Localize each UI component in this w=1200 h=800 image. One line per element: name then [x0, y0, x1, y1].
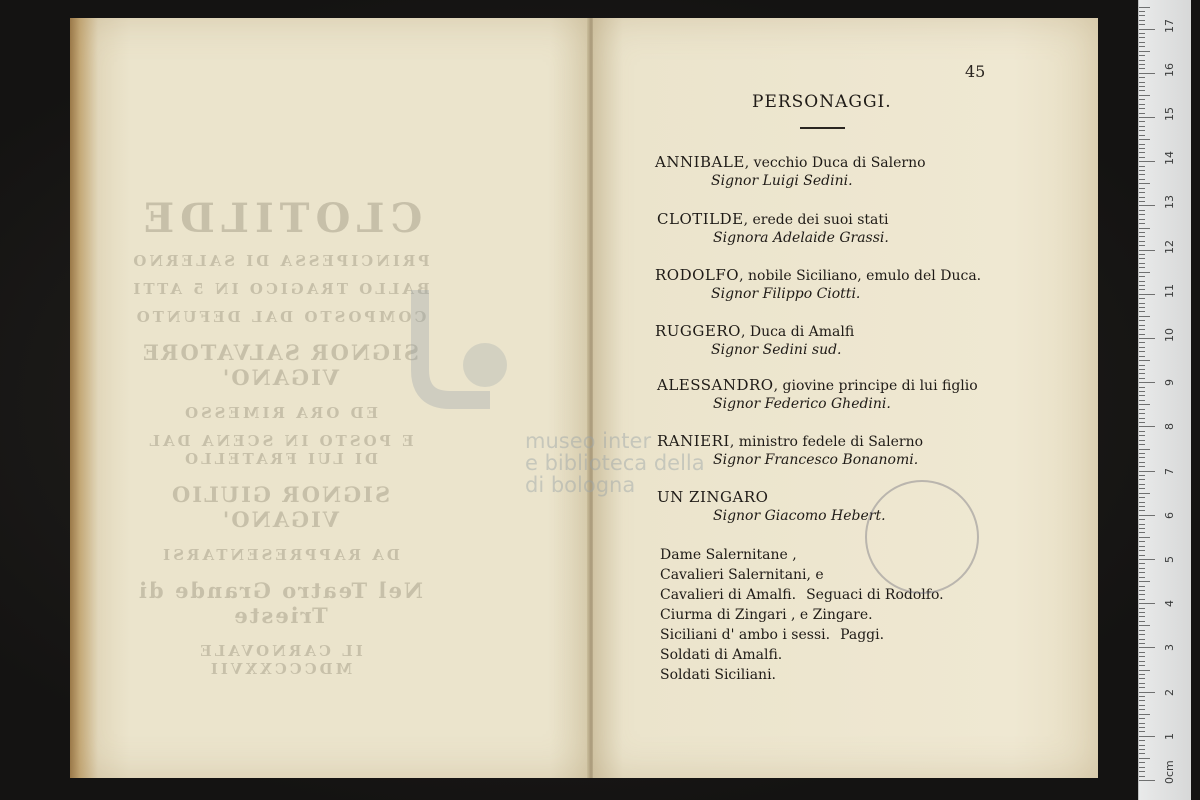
ruler-tick [1139, 457, 1145, 458]
ruler-tick [1139, 630, 1145, 631]
extras-text: Dame Salernitane , [660, 547, 797, 563]
ruler-tick [1139, 435, 1145, 436]
bleed-title: CLOTILDE [137, 195, 423, 242]
ruler-tick [1139, 325, 1145, 326]
ruler-tick [1139, 307, 1145, 308]
character-entry [657, 488, 886, 524]
ruler-tick [1139, 188, 1145, 189]
ruler-tick [1139, 603, 1155, 604]
ruler-tick [1139, 289, 1145, 290]
ruler-tick [1139, 130, 1145, 131]
ruler-tick [1139, 736, 1155, 737]
actor-name: Signor Federico Ghedini. [713, 396, 891, 412]
ruler-tick [1139, 174, 1145, 175]
bleed-line: COMPOSTO DAL DEFUNTO [133, 308, 427, 326]
ruler-tick [1139, 365, 1145, 366]
ruler-tick [1139, 577, 1145, 578]
ruler-tick [1139, 42, 1145, 43]
ruler-tick [1139, 373, 1145, 374]
ruler-label: 4 [1163, 600, 1176, 608]
ruler-tick [1139, 572, 1145, 573]
ruler-tick [1139, 51, 1150, 52]
character-desc: , erede dei suoi stati [743, 212, 889, 228]
ruler-tick [1139, 740, 1145, 741]
watermark-line: di bologna [525, 473, 636, 497]
character-name: ALESSANDRO [657, 376, 774, 394]
ruler-tick [1139, 608, 1145, 609]
ruler-tick [1139, 612, 1145, 613]
ruler-tick [1139, 166, 1145, 167]
bleed-line: SIGNOR GIULIO VIGANO' [169, 482, 391, 532]
ruler-tick [1139, 418, 1145, 419]
ruler-label: 8 [1163, 423, 1176, 431]
watermark-line: museo inter [525, 429, 652, 453]
character-name: ANNIBALE [655, 153, 745, 171]
ruler-tick [1139, 86, 1145, 87]
ruler-tick [1139, 303, 1145, 304]
ruler-tick [1139, 550, 1145, 551]
extras-text: Cavalieri di Amalfi. [660, 587, 797, 603]
ruler-tick [1139, 254, 1145, 255]
character-desc: , Duca di Amalfi [740, 324, 855, 340]
ruler-tick [1139, 524, 1145, 525]
ruler-tick [1139, 440, 1145, 441]
ruler-tick [1139, 656, 1145, 657]
ruler-tick [1139, 347, 1145, 348]
ruler-tick [1139, 714, 1150, 715]
ruler-tick [1139, 453, 1145, 454]
ruler-tick [1139, 678, 1145, 679]
ruler-tick [1139, 731, 1145, 732]
ruler-tick [1139, 228, 1150, 229]
bleed-line: E POSTO IN SCENA DAL DI LUI FRATELLO [146, 432, 414, 468]
ruler-tick [1139, 519, 1145, 520]
character-desc: , vecchio Duca di Salerno [744, 155, 926, 171]
page-number: 45 [965, 62, 986, 81]
ruler-tick [1139, 767, 1145, 768]
ruler-label: 16 [1163, 62, 1176, 77]
ruler-tick [1139, 599, 1145, 600]
ruler-label: 12 [1163, 239, 1176, 254]
ruler-tick [1139, 382, 1155, 383]
ruler-tick [1139, 276, 1145, 277]
ruler-tick [1139, 152, 1145, 153]
ruler-tick [1139, 219, 1145, 220]
ruler-tick [1139, 95, 1150, 96]
ruler-tick [1139, 493, 1150, 494]
character-name: RODOLFO [655, 266, 740, 284]
ruler-label: 15 [1163, 107, 1176, 121]
ruler-tick [1139, 709, 1145, 710]
ruler-tick [1139, 320, 1145, 321]
library-stamp [865, 480, 979, 594]
ruler-tick [1139, 68, 1145, 69]
ruler-tick [1139, 563, 1145, 564]
character-entry [657, 432, 923, 468]
ruler-tick [1139, 616, 1145, 617]
ruler-tick [1139, 590, 1145, 591]
ruler-tick [1139, 245, 1145, 246]
ruler-tick [1139, 502, 1145, 503]
ruler-tick [1139, 444, 1145, 445]
ruler-label: 2 [1163, 688, 1176, 696]
ruler-tick [1139, 46, 1145, 47]
ruler-tick [1139, 99, 1145, 100]
ruler-tick [1139, 426, 1155, 427]
ruler-tick [1139, 762, 1145, 763]
ruler-tick [1139, 334, 1145, 335]
extras-side: Paggi. [840, 627, 885, 643]
character-desc: , nobile Siciliano, emulo del Duca. [739, 268, 982, 284]
page-title: PERSONAGGI. [752, 92, 892, 112]
ruler-tick [1139, 749, 1145, 750]
ruler-tick [1139, 263, 1145, 264]
ruler-tick [1139, 506, 1145, 507]
ruler-tick [1139, 378, 1145, 379]
bleed-line: BALLO TRAGICO IN 5 ATTI [130, 280, 430, 298]
ruler-tick [1139, 723, 1145, 724]
ruler-tick [1139, 387, 1145, 388]
character-name: CLOTILDE [657, 210, 744, 228]
ruler-tick [1139, 135, 1145, 136]
bleed-through-text [130, 195, 430, 688]
extras-line [660, 625, 944, 645]
ruler-tick [1139, 316, 1150, 317]
ruler-tick [1139, 400, 1145, 401]
ruler-tick [1139, 546, 1145, 547]
ruler-tick [1139, 670, 1150, 671]
ruler-label: 7 [1163, 467, 1176, 475]
ruler-tick [1139, 338, 1155, 339]
ruler-tick [1139, 497, 1145, 498]
ruler-tick [1139, 643, 1145, 644]
ruler-tick [1139, 311, 1145, 312]
ruler-tick [1139, 484, 1145, 485]
ruler-tick [1139, 674, 1145, 675]
ruler-tick [1139, 139, 1150, 140]
actor-name: Signor Giacomo Hebert. [713, 508, 886, 524]
ruler-tick [1139, 7, 1150, 8]
ruler-tick [1139, 117, 1155, 118]
actor-name: Signora Adelaide Grassi. [713, 230, 889, 246]
character-entry [655, 322, 854, 358]
ruler-tick [1139, 90, 1145, 91]
character-entry [657, 210, 889, 246]
ruler-tick [1139, 197, 1145, 198]
ruler-tick [1139, 391, 1145, 392]
bleed-line: IL CARNOVALE MDCCCXXVII [197, 642, 363, 678]
ruler-tick [1139, 568, 1145, 569]
ruler-tick [1139, 205, 1155, 206]
ruler-tick [1139, 404, 1150, 405]
bleed-line: DA RAPPRESENTARSI [160, 546, 400, 564]
ruler-tick [1139, 727, 1145, 728]
ruler-label: 14 [1163, 151, 1176, 166]
actor-name: Signor Sedini sud. [711, 342, 842, 358]
ruler-tick [1139, 183, 1150, 184]
ruler-tick [1139, 586, 1145, 587]
ruler-label: 9 [1163, 379, 1176, 387]
ruler-tick [1139, 351, 1145, 352]
ruler-tick [1139, 696, 1145, 697]
ruler-label: 10 [1163, 328, 1176, 342]
title-rule [800, 127, 845, 129]
ruler-tick [1139, 745, 1145, 746]
ruler-tick [1139, 665, 1145, 666]
ruler-tick [1139, 192, 1145, 193]
ruler-tick [1139, 639, 1145, 640]
ruler-tick [1139, 214, 1145, 215]
ruler-tick [1139, 771, 1145, 772]
ruler-tick [1139, 780, 1155, 781]
watermark-logo-icon [400, 280, 520, 420]
character-desc: , giovine principe di lui figlio [773, 378, 978, 394]
ruler-tick [1139, 121, 1145, 122]
ruler-tick [1139, 55, 1145, 56]
ruler-tick [1139, 210, 1145, 211]
ruler-tick [1139, 471, 1155, 472]
ruler-tick [1139, 683, 1145, 684]
ruler-tick [1139, 144, 1145, 145]
ruler-tick [1139, 11, 1145, 12]
ruler-tick [1139, 369, 1145, 370]
ruler-tick [1139, 236, 1145, 237]
ruler-tick [1139, 625, 1150, 626]
ruler-tick [1139, 652, 1145, 653]
extras-text: Cavalieri Salernitani, e [660, 567, 824, 583]
ruler-tick [1139, 126, 1145, 127]
watermark-line: e biblioteca della [525, 451, 705, 475]
ruler-tick [1139, 104, 1145, 105]
ruler-tick [1139, 64, 1145, 65]
ruler-tick [1139, 241, 1145, 242]
ruler-tick [1139, 449, 1150, 450]
ruler-tick [1139, 705, 1145, 706]
ruler-tick [1139, 250, 1155, 251]
ruler-tick [1139, 179, 1145, 180]
ruler-label: 6 [1163, 511, 1176, 519]
ruler-tick [1139, 692, 1155, 693]
character-name: UN ZINGARO [657, 488, 769, 506]
ruler-tick [1139, 161, 1155, 162]
ruler-tick [1139, 413, 1145, 414]
ruler-tick [1139, 510, 1145, 511]
ruler-tick [1139, 661, 1145, 662]
ruler-tick [1139, 559, 1155, 560]
ruler-label: 0cm [1163, 760, 1176, 784]
ruler-tick [1139, 77, 1145, 78]
ruler-tick [1139, 272, 1150, 273]
ruler-tick [1139, 157, 1145, 158]
ruler-tick [1139, 298, 1145, 299]
character-entry [655, 153, 926, 189]
ruler-tick [1139, 776, 1145, 777]
extras-line [660, 645, 944, 665]
ruler-tick [1139, 24, 1145, 25]
ruler-tick [1139, 537, 1150, 538]
ruler-tick [1139, 466, 1145, 467]
ruler-tick [1139, 475, 1145, 476]
ruler-tick [1139, 541, 1145, 542]
extras-side: Seguaci di Rodolfo. [806, 587, 944, 603]
ruler-tick [1139, 753, 1145, 754]
ruler-tick [1139, 395, 1145, 396]
ruler-tick [1139, 462, 1145, 463]
ruler-tick [1139, 29, 1155, 30]
ruler-tick [1139, 285, 1145, 286]
ruler-tick [1139, 431, 1145, 432]
bleed-line: PRINCIPESSA DI SALERNO [130, 252, 430, 270]
bleed-line: SIGNOR SALVATORE VIGANO' [140, 340, 420, 390]
ruler-tick [1139, 647, 1155, 648]
ruler-tick [1139, 718, 1145, 719]
ruler-tick [1139, 621, 1145, 622]
ruler-tick [1139, 488, 1145, 489]
ruler-tick [1139, 33, 1145, 34]
ruler-tick [1139, 294, 1155, 295]
ruler-tick [1139, 409, 1145, 410]
ruler-tick [1139, 532, 1145, 533]
ruler-tick [1139, 634, 1145, 635]
ruler-tick [1139, 479, 1145, 480]
ruler-tick [1139, 594, 1145, 595]
ruler-tick [1139, 223, 1145, 224]
actor-name: Signor Filippo Ciotti. [711, 286, 861, 302]
ruler-tick [1139, 356, 1145, 357]
ruler-tick [1139, 360, 1150, 361]
ruler-tick [1139, 170, 1145, 171]
ruler-label: 5 [1163, 556, 1176, 563]
ruler-tick [1139, 82, 1145, 83]
extras-line [660, 605, 944, 625]
ruler-tick [1139, 73, 1155, 74]
ruler-tick [1139, 201, 1145, 202]
character-name: RANIERI [657, 432, 730, 450]
ruler-tick [1139, 687, 1145, 688]
extras-text: Soldati Siciliani. [660, 667, 776, 683]
ruler-tick [1139, 528, 1145, 529]
ruler-tick [1139, 37, 1145, 38]
actor-name: Signor Francesco Bonanomi. [713, 452, 919, 468]
ruler-tick [1139, 422, 1145, 423]
ruler-tick [1139, 281, 1145, 282]
ruler-tick [1139, 148, 1145, 149]
ruler-tick [1139, 20, 1145, 21]
ruler-tick [1139, 758, 1150, 759]
extras-line [660, 665, 944, 685]
actor-name: Signor Luigi Sedini. [711, 173, 853, 189]
ruler-tick [1139, 555, 1145, 556]
extras-text: Ciurma di Zingari , e Zingare. [660, 607, 873, 623]
ruler-label: 17 [1163, 18, 1176, 33]
ruler-tick [1139, 515, 1155, 516]
ruler-label: 11 [1163, 283, 1176, 298]
ruler-label: 1 [1163, 732, 1176, 740]
measurement-ruler [1138, 0, 1191, 800]
ruler-label: 13 [1163, 195, 1176, 210]
character-desc: , ministro fedele di Salerno [729, 434, 924, 450]
ruler-tick [1139, 700, 1145, 701]
ruler-tick [1139, 258, 1145, 259]
ruler-tick [1139, 232, 1145, 233]
extras-text: Siciliani d' ambo i sessi. [660, 627, 831, 643]
ruler-tick [1139, 113, 1145, 114]
ruler-tick [1139, 15, 1145, 16]
character-name: RUGGERO [655, 322, 741, 340]
ruler-tick [1139, 342, 1145, 343]
character-entry [657, 376, 978, 412]
ruler-tick [1139, 267, 1145, 268]
extras-text: Soldati di Amalfi. [660, 647, 783, 663]
bleed-line: ED ORA RIMESSO [182, 404, 378, 422]
character-entry [655, 266, 981, 302]
ruler-tick [1139, 581, 1150, 582]
ruler-label: 3 [1163, 644, 1176, 652]
ruler-tick [1139, 108, 1145, 109]
ruler-tick [1139, 60, 1145, 61]
ruler-tick [1139, 329, 1145, 330]
bleed-line: Nel Teatro Grande di Trieste [137, 578, 424, 628]
